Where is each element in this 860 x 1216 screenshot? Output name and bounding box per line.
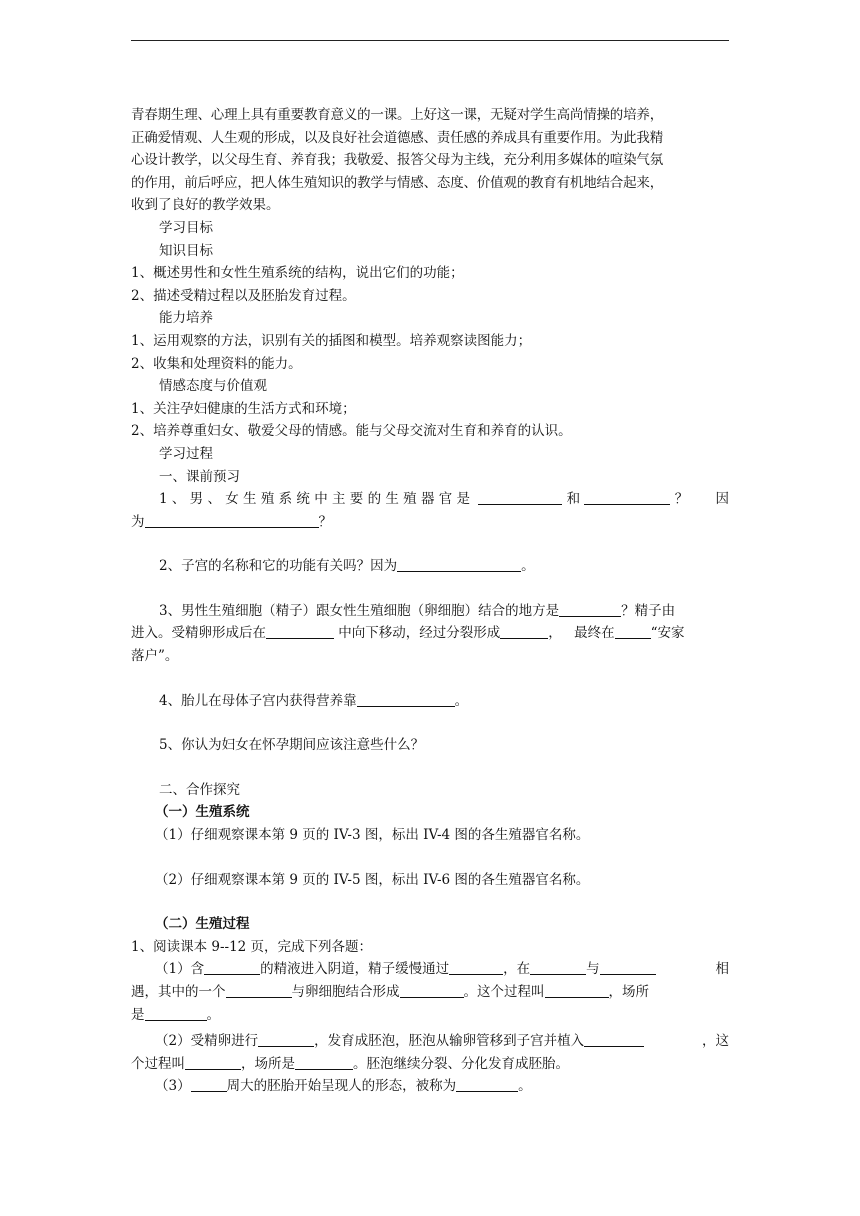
answer-blank[interactable]	[204, 960, 260, 975]
fill-text: （3）	[155, 1078, 191, 1095]
answer-blank[interactable]	[357, 692, 455, 707]
question-text: 因	[715, 491, 729, 508]
header-rule	[131, 40, 729, 41]
fill-text: ，这	[702, 1033, 729, 1050]
fill-text: 。	[206, 1006, 220, 1023]
fill-text: 是	[131, 1006, 145, 1023]
question-3-cont	[131, 622, 729, 645]
fill-text: ，场所	[608, 984, 649, 1000]
answer-blank[interactable]	[145, 513, 319, 528]
question-text: ？	[674, 491, 689, 508]
ability-item: 2、收集和处理资料的能力。	[131, 355, 302, 372]
answer-blank[interactable]	[226, 983, 292, 998]
question-text: “安家	[650, 625, 685, 642]
answer-blank[interactable]	[615, 624, 651, 639]
question-3-cont: 落户”。	[131, 648, 179, 665]
question-text: ？	[318, 513, 332, 530]
knowledge-heading: 知识目标	[159, 242, 213, 259]
question-text: 中向下移动，经过分裂形成	[338, 625, 501, 642]
answer-blank[interactable]	[185, 1055, 241, 1070]
fill-text: 周大的胚胎开始呈现人的形态，被称为	[226, 1078, 457, 1095]
answer-blank[interactable]	[559, 602, 621, 617]
fill-text: （1）含	[155, 961, 205, 978]
question-4	[131, 690, 729, 713]
ability-heading: 能力培养	[159, 310, 213, 327]
fill-text: 的精液进入阴道，精子缓慢通过	[260, 961, 450, 978]
fill-text: 。	[518, 1078, 532, 1095]
fill-text: ，场所是	[241, 1055, 295, 1072]
fill-text: （2）受精卵进行	[155, 1033, 259, 1050]
question-text: 4、胎儿在母体子宫内获得营养靠	[159, 692, 357, 709]
emotion-item: 2、培养尊重妇女、敬爱父母的情感。能与父母交流对生育和养育的认识。	[131, 423, 572, 440]
fill-1-cont	[131, 981, 729, 1004]
fill-text: 遇，其中的一个	[131, 984, 226, 1000]
question-1-cont	[131, 511, 729, 534]
emotion-item: 1、关注孕妇健康的生活方式和环境；	[131, 400, 356, 417]
fill-1-cont	[131, 1004, 729, 1027]
question-2	[131, 555, 729, 578]
question-text: 为	[131, 513, 145, 530]
answer-blank[interactable]	[584, 1032, 644, 1047]
emotion-heading: 情感态度与价值观	[159, 378, 267, 395]
intro-line: 心设计教学，以父母生育、养育我；我敬爱、报答父母为主线，充分利用多媒体的喧染气氛	[131, 152, 663, 169]
process-heading: 学习过程	[159, 445, 213, 462]
answer-blank[interactable]	[258, 1032, 314, 1047]
observe-item: （2）仔细观察课本第 9 页的 IV-5 图，标出 IV-6 图的各生殖器官名称。	[155, 871, 590, 888]
objectives-heading: 学习目标	[159, 219, 213, 236]
document-body	[131, 104, 729, 1098]
question-text: ，	[548, 625, 562, 642]
observe-item: （1）仔细观察课本第 9 页的 IV-3 图，标出 IV-4 图的各生殖器官名称。	[155, 827, 590, 844]
question-3	[131, 600, 729, 623]
answer-blank[interactable]	[545, 983, 609, 998]
question-1	[131, 488, 729, 511]
answer-blank[interactable]	[530, 960, 586, 975]
preview-heading: 一、课前预习	[159, 468, 240, 485]
cooperation-heading: 二、合作探究	[159, 781, 240, 798]
answer-blank[interactable]	[191, 1077, 227, 1092]
ability-item: 1、运用观察的方法，识别有关的插图和模型。培养观察读图能力；	[131, 332, 532, 349]
answer-blank[interactable]	[600, 960, 656, 975]
answer-blank[interactable]	[500, 624, 548, 639]
fill-text: ，发育成胚泡，胚泡从输卵管移到子宫并植入	[314, 1033, 585, 1050]
fill-text: 。这个过程叫	[463, 984, 545, 1000]
fill-2-cont	[131, 1053, 729, 1076]
fill-text: ，在	[503, 961, 531, 978]
fill-text: 与卵细胞结合形成	[291, 984, 400, 1000]
answer-blank[interactable]	[295, 1055, 353, 1070]
fill-text: 个过程叫	[131, 1055, 185, 1072]
intro-line: 收到了良好的教学效果。	[131, 197, 280, 214]
answer-blank[interactable]	[584, 490, 670, 505]
question-text: 和	[566, 491, 581, 508]
question-text: 3、男性生殖细胞（精子）跟女性生殖细胞（卵细胞）结合的地方是	[159, 602, 560, 619]
answer-blank[interactable]	[449, 960, 503, 975]
question-text: 1 、 男 、 女 生 殖 系 统 中 主 要 的 生 殖 器 官 是	[159, 491, 471, 508]
answer-blank[interactable]	[478, 490, 562, 505]
question-5: 5、你认为妇女在怀孕期间应该注意些什么？	[159, 737, 425, 754]
reading-task: 1、阅读课本 9--12 页，完成下列各题：	[131, 938, 373, 955]
intro-line: 的作用，前后呼应，把人体生殖知识的教学与情感、态度、价值观的教育有机地结合起来，	[131, 174, 663, 191]
fill-1	[131, 958, 729, 981]
answer-blank[interactable]	[400, 983, 464, 998]
reproduction-process-heading: （二）生殖过程	[155, 916, 250, 933]
question-text: 。	[454, 692, 469, 709]
fill-text: 相	[715, 961, 729, 978]
knowledge-item: 1、概述男性和女性生殖系统的结构，说出它们的功能；	[131, 265, 464, 282]
answer-blank[interactable]	[456, 1077, 518, 1092]
answer-blank[interactable]	[397, 557, 521, 572]
question-text: 进入。受精卵形成后在	[131, 625, 266, 642]
fill-text: 与	[586, 961, 600, 978]
question-text: ？精子由	[621, 602, 676, 619]
fill-2	[131, 1030, 729, 1053]
knowledge-item: 2、描述受精过程以及胚胎发育过程。	[131, 287, 356, 304]
intro-line: 正确爱情观、人生观的形成，以及良好社会道德感、责任感的养成具有重要作用。为此我精	[131, 129, 663, 146]
question-text: 。	[521, 558, 535, 575]
answer-blank[interactable]	[266, 624, 334, 639]
answer-blank[interactable]	[145, 1006, 207, 1021]
question-text: 2、子宫的名称和它的功能有关吗？因为	[159, 558, 398, 575]
fill-text: 。胚泡继续分裂、分化发育成胚胎。	[353, 1055, 569, 1072]
intro-line: 青春期生理、心理上具有重要教育意义的一课。上好这一课，无疑对学生高尚情操的培养，	[131, 107, 663, 123]
question-text: 最终在	[574, 625, 615, 642]
reproductive-system-heading: （一）生殖系统	[155, 804, 250, 821]
fill-3	[131, 1075, 729, 1098]
